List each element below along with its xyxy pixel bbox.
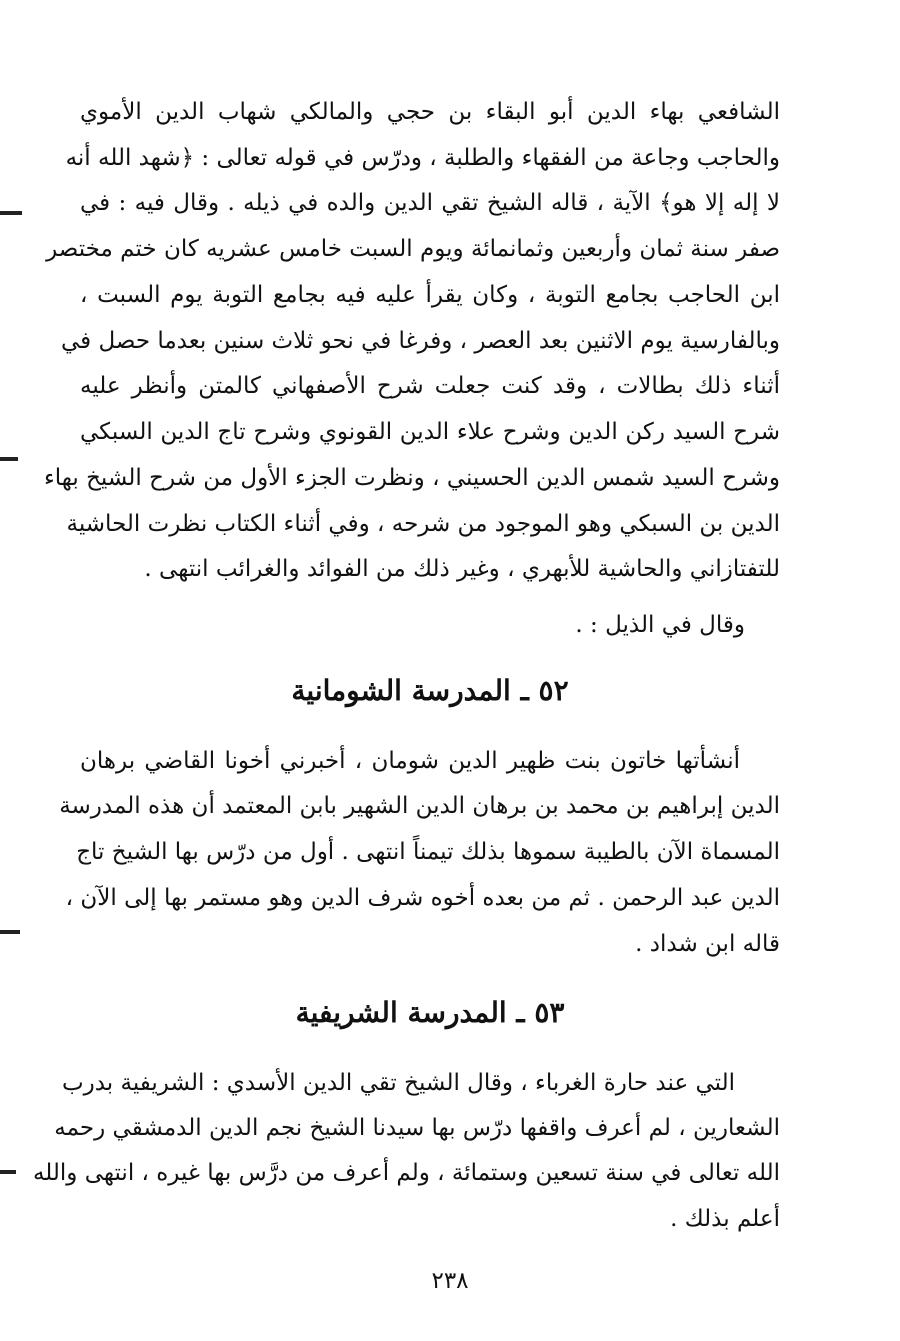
text-line: وقال في الذيل : . [575, 612, 745, 638]
text-line: أنشأتها خاتون بنت ظهير الدين شومان ، أخبرني أخونا القاضي برهان [80, 748, 740, 774]
margin-mark [0, 457, 18, 461]
text-line: وبالفارسية يوم الاثنين بعد العصر ، وفرغا في نحو ثلاث سنين بعدما حصل في [60, 328, 780, 354]
text-line: أثناء ذلك بطالات ، وقد كنت جعلت شرح الأصفهاني كالمتن وأنظر عليه [80, 373, 780, 399]
page-number: ٢٣٨ [431, 1268, 469, 1294]
text-line: الشافعي بهاء الدين أبو البقاء بن حجي والمالكي شهاب الدين الأموي [80, 99, 780, 125]
text-line: لا إله إلا هو﴾ الآية ، قاله الشيخ تقي الدين والده في ذيله . وقال فيه : في [80, 190, 780, 216]
text-line: شرح السيد ركن الدين وشرح علاء الدين القونوي وشرح تاج الدين السبكي [80, 419, 780, 445]
text-line: والحاجب وجاعة من الفقهاء والطلبة ، ودرّس في قوله تعالى : ﴿شهد الله أنه [65, 145, 780, 171]
text-line: المسماة الآن بالطيبة سموها بذلك تيمناً انتهى . أول من درّس بها الشيخ تاج [76, 839, 780, 865]
text-line: صفر سنة ثمان وأربعين وثمانمائة ويوم السبت خامس عشريه كان ختم مختصر [46, 236, 780, 262]
section-heading: ٥٣ ـ المدرسة الشريفية [295, 996, 565, 1029]
text-line: أعلم بذلك . [670, 1206, 780, 1232]
section-heading: ٥٢ ـ المدرسة الشومانية [291, 674, 569, 707]
text-line: ابن الحاجب بجامع التوبة ، وكان يقرأ عليه فيه بجامع التوبة يوم السبت ، [80, 282, 780, 308]
text-line: للتفتازاني والحاشية للأبهري ، وغير ذلك من الفوائد والغرائب انتهى . [144, 556, 780, 582]
text-line: وشرح السيد شمس الدين الحسيني ، ونظرت الجزء الأول من شرح الشيخ بهاء [43, 465, 780, 491]
text-line: الدين عبد الرحمن . ثم من بعده أخوه شرف الدين وهو مستمر بها إلى الآن ، [65, 885, 780, 911]
text-line: الدين إبراهيم بن محمد بن برهان الدين الشهير بابن المعتمد أن هذه المدرسة [59, 793, 780, 819]
text-line: الله تعالى في سنة تسعين وستمائة ، ولم أعرف من درَّس بها غيره ، انتهى والله [32, 1160, 780, 1186]
text-line: التي عند حارة الغرباء ، وقال الشيخ تقي الدين الأسدي : الشريفية بدرب [61, 1070, 735, 1096]
margin-mark [0, 211, 22, 215]
text-line: الشعارين ، لم أعرف واقفها درّس بها سيدنا الشيخ نجم الدين الدمشقي رحمه [54, 1115, 780, 1141]
text-line: قاله ابن شداد . [635, 931, 780, 957]
text-line: الدين بن السبكي وهو الموجود من شرحه ، وفي أثناء الكتاب نظرت الحاشية [66, 511, 780, 537]
margin-mark [0, 930, 20, 934]
margin-mark [0, 1170, 16, 1174]
